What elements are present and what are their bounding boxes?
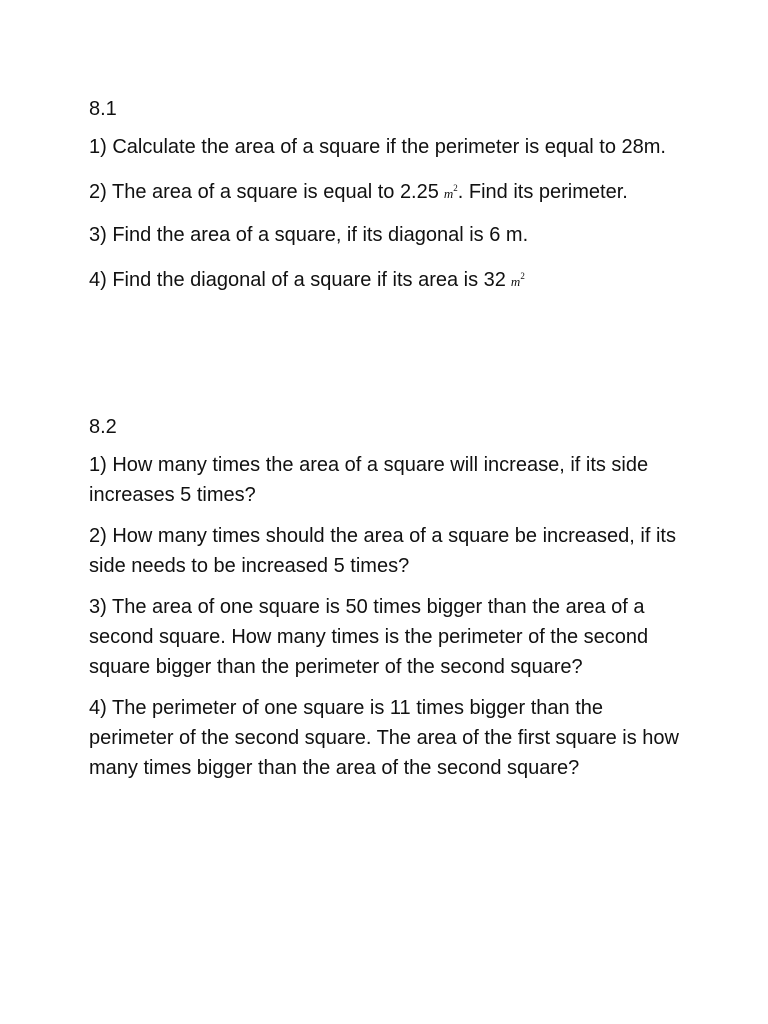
unit-symbol: m xyxy=(510,274,521,289)
problem-4 xyxy=(89,261,689,297)
section-heading: 8.1 xyxy=(89,98,117,120)
unit-exponent: 2 xyxy=(520,271,525,281)
problem-2: 2) How many times should the area of a square be increased, if its side needs to be increased 5 times? xyxy=(89,525,676,577)
unit-symbol: m xyxy=(443,186,454,201)
unit-square-meters xyxy=(443,183,458,201)
section-heading: 8.2 xyxy=(89,416,117,438)
unit-square-meters xyxy=(510,271,525,289)
problem-2 xyxy=(89,173,689,209)
unit-exponent: 2 xyxy=(453,183,458,193)
problem-3: 3) The area of one square is 50 times bigger than the area of a second square. How many times is the perimeter of the second square bigger than the perimeter of the second square? xyxy=(89,596,649,678)
problem-text: 2) The area of a square is equal to 2.25 xyxy=(89,181,439,203)
problem-text: 4) Find the diagonal of a square if its area is 32 xyxy=(89,269,506,291)
section-8-2 xyxy=(89,412,689,794)
problem-3: 3) Find the area of a square, if its diagonal is 6 m. xyxy=(89,224,529,246)
problem-1: 1) Calculate the area of a square if the perimeter is equal to 28m. xyxy=(89,136,666,158)
problem-4: 4) The perimeter of one square is 11 times bigger than the perimeter of the second square. The area of the first square is how many times bigger than the area of the second square? xyxy=(89,697,679,779)
problem-text-tail: . Find its perimeter. xyxy=(457,181,628,203)
section-8-1 xyxy=(89,94,689,308)
problem-1: 1) How many times the area of a square will increase, if its side increases 5 times? xyxy=(89,454,649,506)
